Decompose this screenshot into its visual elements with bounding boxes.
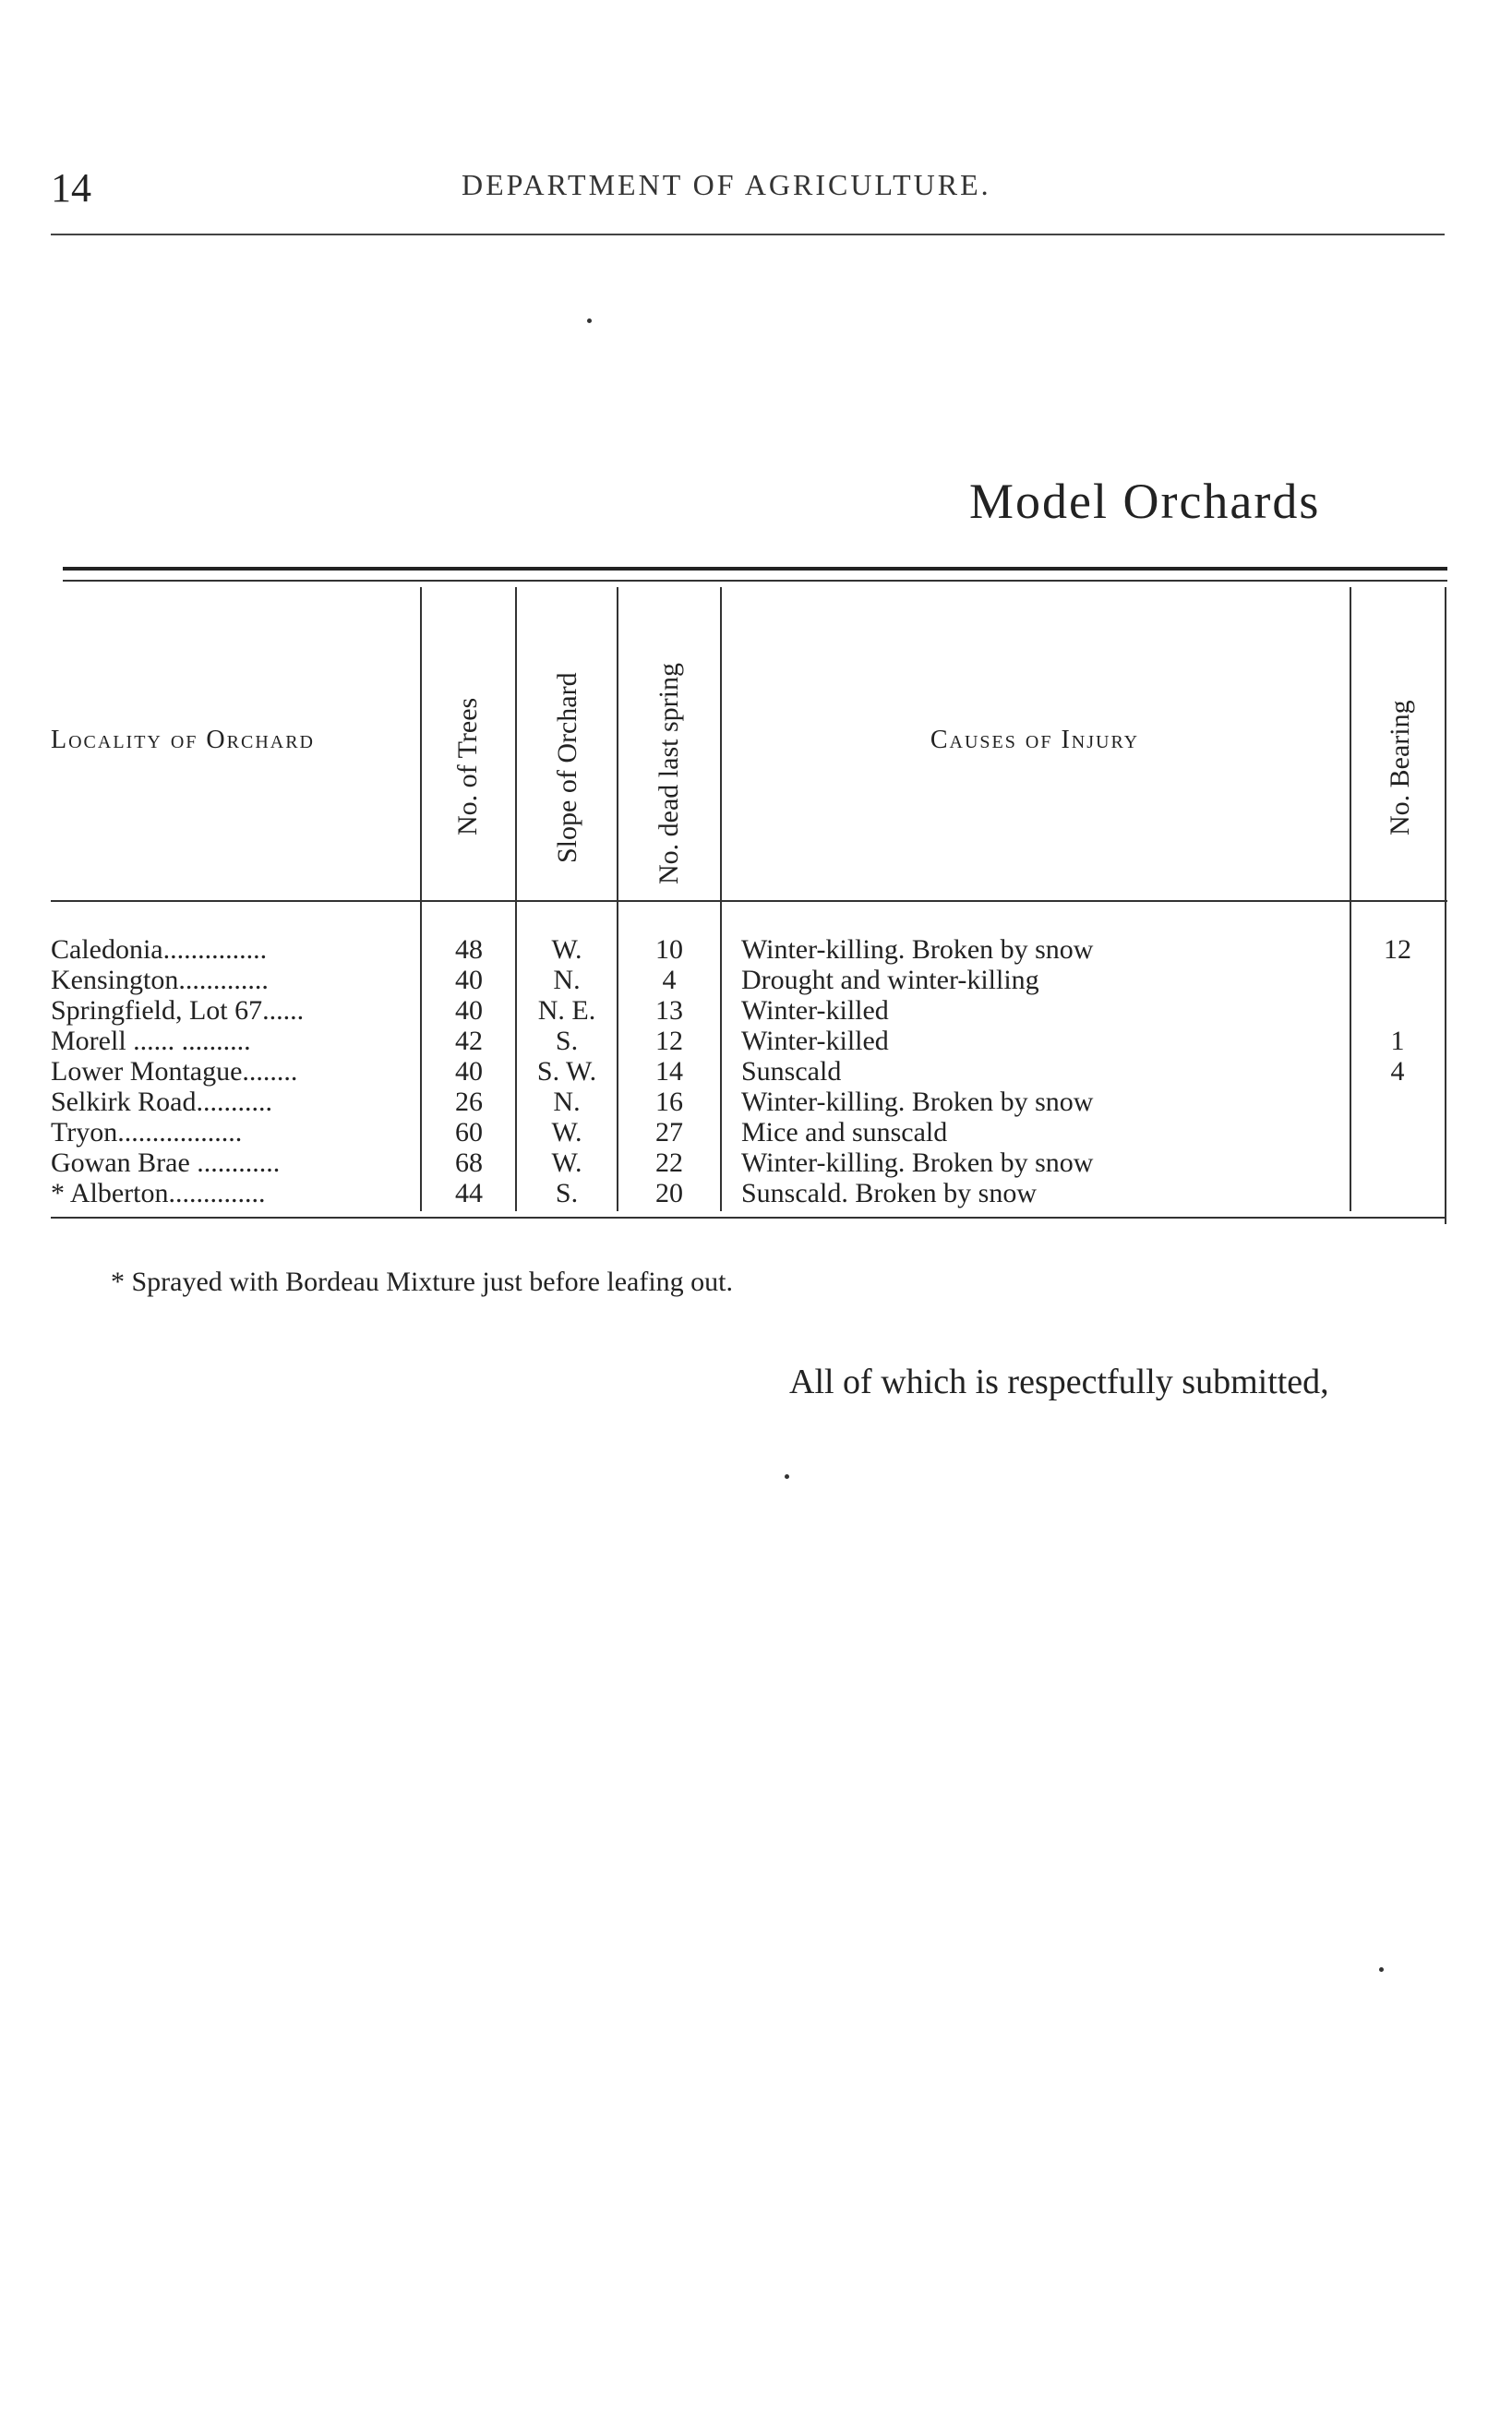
cell-trees: 48 xyxy=(455,934,483,965)
section-title: Model Orchards xyxy=(969,474,1321,529)
cell-trees: 40 xyxy=(455,965,483,995)
cell-slope: W. xyxy=(551,1117,582,1147)
cell-slope: N. xyxy=(553,965,581,995)
col-header-locality: Locality of Orchard xyxy=(51,726,316,754)
cell-causes: Winter-killing. Broken by snow xyxy=(741,1087,1094,1117)
cell-locality: Morell ...... .......... xyxy=(51,1026,251,1056)
cell-locality: Kensington............. xyxy=(51,965,269,995)
closing-line: All of which is respectfully submitted, xyxy=(789,1363,1329,1401)
cell-causes: Sunscald. Broken by snow xyxy=(741,1178,1037,1208)
cell-trees: 42 xyxy=(455,1026,483,1056)
cell-dead: 10 xyxy=(655,934,683,965)
cell-dead: 16 xyxy=(655,1087,683,1117)
table-top-rule-thin xyxy=(63,580,1447,582)
cell-dead: 4 xyxy=(662,965,677,995)
cell-causes: Winter-killed xyxy=(741,995,889,1026)
column-divider xyxy=(720,587,722,1211)
cell-dead: 12 xyxy=(655,1026,683,1056)
cell-locality: Selkirk Road........... xyxy=(51,1087,272,1117)
ink-speck xyxy=(785,1474,789,1479)
cell-slope: W. xyxy=(551,934,582,965)
column-divider xyxy=(420,587,422,1211)
cell-dead: 14 xyxy=(655,1056,683,1087)
col-header-causes: Causes of Injury xyxy=(930,726,1140,754)
col-header-bearing: No. Bearing xyxy=(1385,700,1415,835)
cell-locality: * Alberton.............. xyxy=(51,1178,266,1208)
cell-trees: 40 xyxy=(455,995,483,1026)
cell-trees: 68 xyxy=(455,1147,483,1178)
cell-locality: Springfield, Lot 67...... xyxy=(51,995,305,1026)
cell-bearing: 4 xyxy=(1390,1056,1405,1087)
cell-causes: Drought and winter-killing xyxy=(741,965,1039,995)
cell-dead: 13 xyxy=(655,995,683,1026)
header-rule xyxy=(51,234,1445,235)
cell-slope: S. W. xyxy=(536,1056,597,1087)
cell-locality: Tryon.................. xyxy=(51,1117,243,1147)
header-rule-bottom xyxy=(51,900,1447,902)
cell-slope: S. xyxy=(555,1026,579,1056)
page-number: 14 xyxy=(51,165,91,210)
cell-trees: 40 xyxy=(455,1056,483,1087)
column-divider xyxy=(1350,587,1351,1211)
cell-causes: Mice and sunscald xyxy=(741,1117,948,1147)
cell-slope: N. xyxy=(553,1087,581,1117)
cell-locality: Lower Montague........ xyxy=(51,1056,298,1087)
column-divider xyxy=(1445,587,1446,1224)
ink-speck xyxy=(1379,1967,1384,1972)
cell-causes: Winter-killing. Broken by snow xyxy=(741,934,1094,965)
cell-causes: Sunscald xyxy=(741,1056,842,1087)
cell-causes: Winter-killing. Broken by snow xyxy=(741,1147,1094,1178)
col-header-dead: No. dead last spring xyxy=(654,663,684,884)
col-header-slope: Slope of Orchard xyxy=(552,672,582,863)
running-head: DEPARTMENT OF AGRICULTURE. xyxy=(462,168,991,201)
cell-bearing: 1 xyxy=(1390,1026,1405,1056)
cell-dead: 22 xyxy=(655,1147,683,1178)
cell-slope: N. E. xyxy=(537,995,596,1026)
cell-bearing: 12 xyxy=(1384,934,1411,965)
cell-dead: 27 xyxy=(655,1117,683,1147)
cell-dead: 20 xyxy=(655,1178,683,1208)
cell-causes: Winter-killed xyxy=(741,1026,889,1056)
ink-speck xyxy=(587,318,592,323)
cell-slope: W. xyxy=(551,1147,582,1178)
cell-trees: 60 xyxy=(455,1117,483,1147)
cell-locality: Gowan Brae ............ xyxy=(51,1147,281,1178)
col-header-trees: No. of Trees xyxy=(452,697,483,835)
table-top-rule xyxy=(63,567,1447,571)
cell-locality: Caledonia............... xyxy=(51,934,268,965)
cell-trees: 26 xyxy=(455,1087,483,1117)
footnote: * Sprayed with Bordeau Mixture just before leafing out. xyxy=(111,1267,734,1297)
cell-slope: S. xyxy=(555,1178,579,1208)
cell-trees: 44 xyxy=(455,1178,483,1208)
table-bottom-rule xyxy=(51,1217,1445,1219)
